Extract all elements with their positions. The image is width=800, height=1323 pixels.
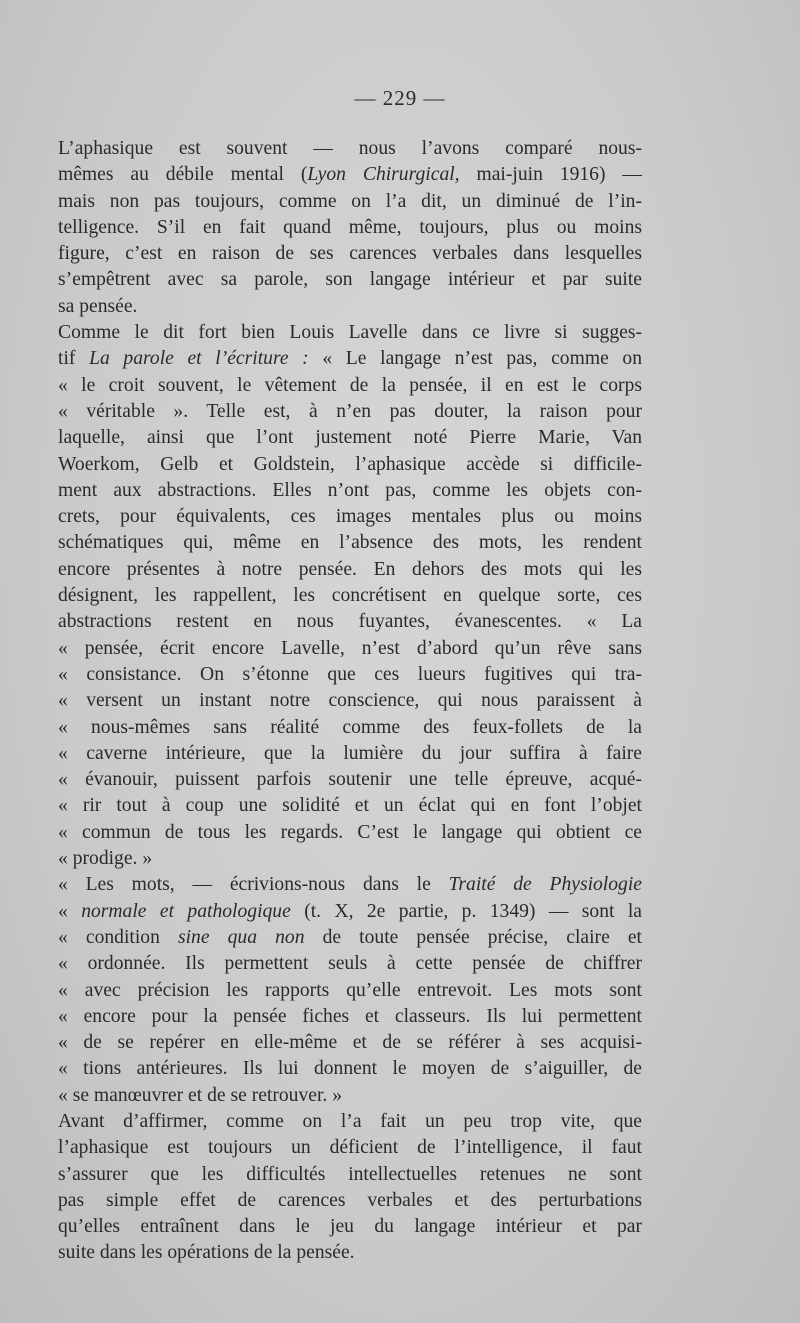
text-line bbox=[58, 583, 642, 609]
text-line bbox=[58, 1240, 642, 1266]
text-run: s’empêtrent avec sa parole, son langage intérieur et par suite bbox=[58, 269, 642, 291]
text-run: « se manœuvrer et de se retrouver. » bbox=[58, 1084, 343, 1106]
text-run: suite dans les opérations de la pensée. bbox=[58, 1242, 355, 1264]
page-number: — 229 — bbox=[354, 86, 446, 110]
text-run: « Les mots, — écrivions-nous dans le bbox=[58, 874, 449, 896]
text-line bbox=[58, 373, 642, 399]
text-line bbox=[58, 215, 642, 241]
text-run: sa pensée. bbox=[58, 295, 138, 317]
text-line bbox=[58, 478, 642, 504]
text-line bbox=[58, 1030, 642, 1056]
text-run: de toute pensée précise, claire et bbox=[304, 926, 642, 948]
text-run: « de se repérer en elle-même et de se référer à ses acquisi- bbox=[58, 1032, 642, 1054]
text-run: désignent, les rappellent, les concrétisent en quelque sorte, ces bbox=[58, 585, 642, 607]
italic-text: sine qua non bbox=[177, 926, 305, 948]
text-line bbox=[58, 1109, 642, 1135]
text-line bbox=[58, 1162, 642, 1188]
text-run: « avec précision les rapports qu’elle entrevoit. Les mots sont bbox=[58, 979, 642, 1001]
text-run: l’aphasique est toujours un déficient de l’intelligence, il faut bbox=[58, 1137, 642, 1159]
text-line bbox=[58, 320, 642, 346]
text-run: « condition bbox=[58, 926, 178, 948]
text-line bbox=[58, 609, 642, 635]
text-run: « évanouir, puissent parfois soutenir une telle épreuve, acqué- bbox=[58, 769, 642, 791]
text-line bbox=[58, 1135, 642, 1161]
text-run: « tions antérieures. Ils lui donnent le moyen de s’aiguiller, de bbox=[58, 1058, 642, 1080]
text-line bbox=[58, 715, 642, 741]
text-line bbox=[58, 951, 642, 977]
text-line bbox=[58, 978, 642, 1004]
text-run: « encore pour la pensée fiches et classeurs. Ils lui permettent bbox=[58, 1005, 642, 1027]
text-line bbox=[58, 452, 642, 478]
text-run: Woerkom, Gelb et Goldstein, l’aphasique accède si difficile- bbox=[58, 453, 642, 475]
text-line bbox=[58, 136, 642, 162]
text-run: tif bbox=[58, 348, 90, 370]
italic-text: Lyon Chirurgical, bbox=[307, 164, 460, 186]
text-run: telligence. S’il en fait quand même, toujours, plus ou moins bbox=[58, 216, 642, 238]
text-line bbox=[58, 425, 642, 451]
text-run: (t. X, 2e partie, p. 1349) — sont la bbox=[290, 900, 642, 922]
body-text bbox=[58, 136, 642, 1267]
text-line bbox=[58, 189, 642, 215]
text-run: figure, c’est en raison de ses carences verbales dans lesquelles bbox=[58, 243, 642, 265]
text-run: qu’elles entraînent dans le jeu du langage intérieur et par bbox=[58, 1216, 642, 1238]
text-line bbox=[58, 399, 642, 425]
text-run: mai-juin 1916) — bbox=[459, 164, 642, 186]
text-line bbox=[58, 872, 642, 898]
text-run: laquelle, ainsi que l’ont justement noté Pierre Marie, Van bbox=[58, 427, 642, 449]
text-line bbox=[58, 662, 642, 688]
text-line bbox=[58, 1083, 642, 1109]
text-line bbox=[58, 1056, 642, 1082]
text-line bbox=[58, 1004, 642, 1030]
text-run: « pensée, écrit encore Lavelle, n’est d’abord qu’un rêve sans bbox=[58, 637, 642, 659]
italic-text: normale et pathologique bbox=[81, 900, 291, 922]
text-run: « commun de tous les regards. C’est le langage qui obtient ce bbox=[58, 821, 642, 843]
text-run: « prodige. » bbox=[58, 848, 153, 870]
text-run: « nous-mêmes sans réalité comme des feux-follets de la bbox=[58, 716, 642, 738]
text-run: « rir tout à coup une solidité et un éclat qui en font l’objet bbox=[58, 795, 642, 817]
text-run: Avant d’affirmer, comme on l’a fait un peu trop vite, que bbox=[58, 1110, 642, 1132]
italic-text: Traité de Physiologie bbox=[448, 874, 642, 896]
text-line bbox=[58, 267, 642, 293]
text-line bbox=[58, 688, 642, 714]
text-run: Comme le dit fort bien Louis Lavelle dans ce livre si sugges- bbox=[58, 322, 642, 344]
text-run: L’aphasique est souvent — nous l’avons comparé nous- bbox=[58, 138, 642, 159]
text-line bbox=[58, 1188, 642, 1214]
text-run: « ordonnée. Ils permettent seuls à cette pensée de chiffrer bbox=[58, 953, 642, 975]
text-line bbox=[58, 767, 642, 793]
text-run: abstractions restent en nous fuyantes, évanescentes. « La bbox=[58, 611, 642, 633]
text-run: « caverne intérieure, que la lumière du jour suffira à faire bbox=[58, 742, 642, 764]
text-run: « véritable ». Telle est, à n’en pas douter, la raison pour bbox=[58, 400, 642, 422]
text-line bbox=[58, 294, 642, 320]
text-run: « versent un instant notre conscience, qui nous paraissent à bbox=[58, 690, 642, 712]
text-run: pas simple effet de carences verbales et des perturbations bbox=[58, 1189, 642, 1211]
text-line bbox=[58, 846, 642, 872]
text-line bbox=[58, 504, 642, 530]
text-line bbox=[58, 793, 642, 819]
text-run: « bbox=[58, 900, 82, 922]
text-run: encore présentes à notre pensée. En dehors des mots qui les bbox=[58, 558, 642, 580]
text-run: mêmes au débile mental ( bbox=[58, 164, 308, 186]
text-line bbox=[58, 1214, 642, 1240]
text-line bbox=[58, 162, 642, 188]
text-line bbox=[58, 530, 642, 556]
text-line bbox=[58, 557, 642, 583]
text-run: mais non pas toujours, comme on l’a dit, un diminué de l’in- bbox=[58, 190, 642, 212]
text-run: « consistance. On s’étonne que ces lueurs fugitives qui tra- bbox=[58, 663, 642, 685]
text-run: « le croit souvent, le vêtement de la pensée, il en est le corps bbox=[58, 374, 642, 396]
text-line bbox=[58, 346, 642, 372]
italic-text: La parole et l’écriture : bbox=[89, 348, 309, 370]
text-run: s’assurer que les difficultés intellectuelles retenues ne sont bbox=[58, 1163, 642, 1185]
text-run: schématiques qui, même en l’absence des mots, les rendent bbox=[58, 532, 642, 554]
text-line bbox=[58, 241, 642, 267]
text-line bbox=[58, 899, 642, 925]
text-run: « Le langage n’est pas, comme on bbox=[308, 348, 643, 370]
text-run: ment aux abstractions. Elles n’ont pas, comme les objets con- bbox=[58, 479, 642, 501]
text-line bbox=[58, 636, 642, 662]
text-line bbox=[58, 741, 642, 767]
text-line bbox=[58, 925, 642, 951]
text-run: crets, pour équivalents, ces images mentales plus ou moins bbox=[58, 506, 642, 528]
text-line bbox=[58, 820, 642, 846]
